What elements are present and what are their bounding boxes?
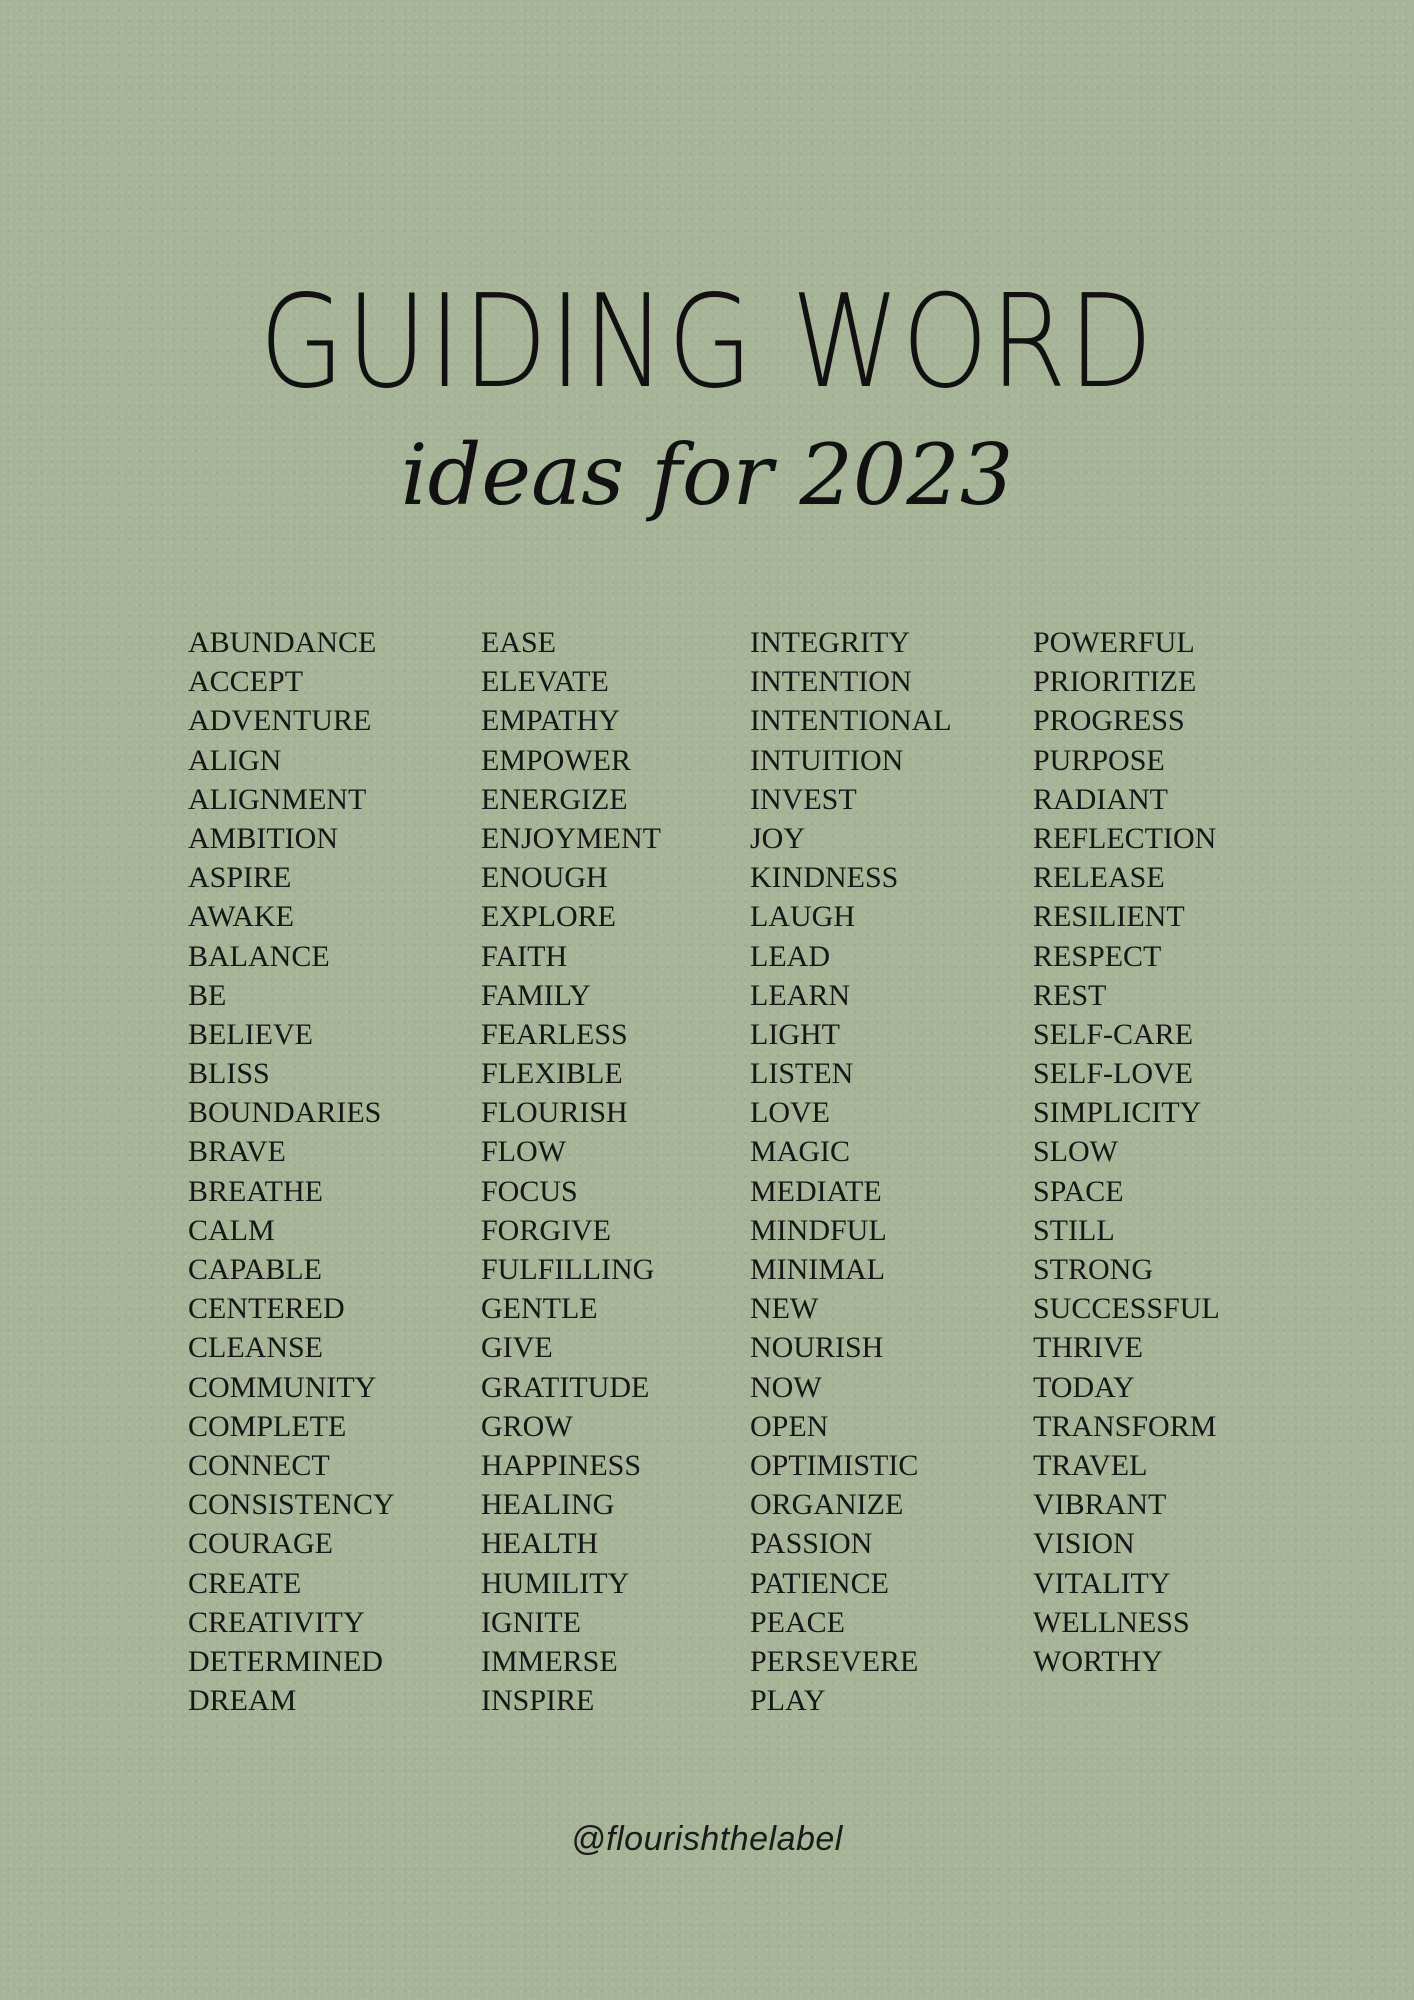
page-title: GUIDING WORD (259, 268, 1155, 417)
word-item: PLAY (750, 1684, 826, 1718)
word-item: SUCCESSFUL (1033, 1292, 1220, 1326)
word-item: BE (188, 978, 227, 1012)
page-subtitle: ideas for 2023 (400, 426, 1014, 524)
word-item: JOY (750, 821, 806, 855)
word-item: PEACE (750, 1605, 846, 1639)
word-item: BREATHE (188, 1174, 323, 1208)
word-item: OPEN (750, 1409, 829, 1443)
word-item: LISTEN (750, 1057, 854, 1091)
word-item: AMBITION (188, 821, 338, 855)
word-item: WELLNESS (1033, 1605, 1190, 1639)
word-item: INTEGRITY (750, 626, 910, 659)
word-item: TRANSFORM (1033, 1409, 1217, 1443)
word-item: GROW (481, 1409, 573, 1443)
word-item: RADIANT (1033, 782, 1168, 816)
word-item: CENTERED (188, 1292, 345, 1326)
word-item: NOURISH (750, 1331, 884, 1365)
word-item: STRONG (1033, 1253, 1154, 1286)
word-item: INTENTION (750, 665, 912, 699)
word-item: LEARN (750, 978, 850, 1012)
word-item: INTENTIONAL (750, 704, 952, 738)
word-item: KINDNESS (750, 861, 899, 895)
word-item: REFLECTION (1033, 821, 1217, 855)
word-item: GIVE (481, 1331, 553, 1365)
word-item: VISION (1033, 1527, 1135, 1561)
word-item: VIBRANT (1033, 1488, 1167, 1522)
word-item: OPTIMISTIC (750, 1448, 919, 1482)
word-item: EMPATHY (481, 704, 620, 738)
word-item: REST (1033, 978, 1107, 1012)
word-item: MINDFUL (750, 1213, 887, 1247)
word-item: INSPIRE (481, 1684, 595, 1718)
word-item: LAUGH (750, 900, 855, 934)
word-item: INVEST (750, 782, 857, 816)
word-column-3 (750, 623, 952, 1720)
word-item: FLOURISH (481, 1096, 628, 1130)
word-item: CLEANSE (188, 1331, 323, 1365)
word-item: SIMPLICITY (1033, 1096, 1202, 1130)
word-item: BLISS (188, 1057, 270, 1091)
word-item: POWERFUL (1033, 626, 1195, 659)
word-item: NOW (750, 1370, 822, 1404)
word-item: GENTLE (481, 1292, 598, 1326)
word-item: LIGHT (750, 1017, 840, 1051)
word-item: BOUNDARIES (188, 1096, 382, 1130)
word-item: ALIGN (188, 743, 282, 777)
word-item: SELF-CARE (1033, 1017, 1194, 1051)
word-item: PRIORITIZE (1033, 665, 1197, 699)
word-item: LEAD (750, 939, 830, 973)
word-item: IMMERSE (481, 1644, 618, 1678)
word-item: PURPOSE (1033, 743, 1165, 777)
word-item: TODAY (1033, 1370, 1135, 1404)
word-item: CREATE (188, 1566, 302, 1600)
word-item: DETERMINED (188, 1644, 383, 1678)
word-item: ACCEPT (188, 665, 304, 699)
word-item: FAITH (481, 939, 568, 973)
word-item: TRAVEL (1033, 1448, 1148, 1482)
word-item: PROGRESS (1033, 704, 1185, 738)
word-item: CONSISTENCY (188, 1488, 395, 1522)
word-item: BELIEVE (188, 1017, 313, 1051)
word-item: WORTHY (1033, 1644, 1163, 1678)
word-item: FAMILY (481, 978, 591, 1012)
word-column-1 (188, 623, 395, 1720)
word-item: RESILIENT (1033, 900, 1185, 934)
word-item: SELF-LOVE (1033, 1057, 1193, 1091)
word-item: ORGANIZE (750, 1488, 904, 1522)
social-handle: @flourishthelabel (571, 1820, 843, 1858)
word-column-4 (1033, 623, 1220, 1681)
word-item: PASSION (750, 1527, 873, 1561)
word-item: SLOW (1033, 1135, 1118, 1169)
word-item: FULFILLING (481, 1253, 655, 1286)
word-item: THRIVE (1033, 1331, 1143, 1365)
word-item: IGNITE (481, 1605, 581, 1639)
word-item: COMPLETE (188, 1409, 347, 1443)
word-item: MEDIATE (750, 1174, 882, 1208)
word-item: FLOW (481, 1135, 566, 1169)
word-item: DREAM (188, 1684, 297, 1718)
word-item: FORGIVE (481, 1213, 612, 1247)
word-item: COMMUNITY (188, 1370, 377, 1404)
word-item: RELEASE (1033, 861, 1165, 895)
word-item: GRATITUDE (481, 1370, 650, 1404)
word-item: ENOUGH (481, 861, 608, 895)
word-item: BRAVE (188, 1135, 286, 1169)
word-item: BALANCE (188, 939, 330, 973)
word-list (0, 623, 1414, 1723)
word-item: ASPIRE (188, 861, 292, 895)
word-item: CAPABLE (188, 1253, 322, 1286)
word-item: MAGIC (750, 1135, 851, 1169)
word-item: FEARLESS (481, 1017, 628, 1051)
word-item: LOVE (750, 1096, 830, 1130)
word-item: FLEXIBLE (481, 1057, 623, 1091)
word-item: ELEVATE (481, 665, 609, 699)
word-item: ABUNDANCE (188, 626, 377, 659)
word-item: HUMILITY (481, 1566, 630, 1600)
word-item: RESPECT (1033, 939, 1162, 973)
word-item: AWAKE (188, 900, 294, 934)
word-item: PATIENCE (750, 1566, 889, 1600)
word-item: HEALING (481, 1488, 615, 1522)
word-item: CREATIVITY (188, 1605, 365, 1639)
word-item: ADVENTURE (188, 704, 372, 738)
word-item: PERSEVERE (750, 1644, 919, 1678)
word-item: MINIMAL (750, 1253, 885, 1286)
word-item: ALIGNMENT (188, 782, 367, 816)
word-item: INTUITION (750, 743, 904, 777)
word-item: SPACE (1033, 1174, 1124, 1208)
word-item: EASE (481, 626, 556, 659)
word-item: EXPLORE (481, 900, 616, 934)
word-item: ENERGIZE (481, 782, 628, 816)
word-item: CONNECT (188, 1448, 330, 1482)
word-item: VITALITY (1033, 1566, 1171, 1600)
word-item: FOCUS (481, 1174, 578, 1208)
word-item: EMPOWER (481, 743, 631, 777)
word-item: HEALTH (481, 1527, 599, 1561)
word-item: ENJOYMENT (481, 821, 661, 855)
word-item: NEW (750, 1292, 819, 1326)
word-item: STILL (1033, 1213, 1115, 1247)
word-item: HAPPINESS (481, 1448, 642, 1482)
word-item: COURAGE (188, 1527, 334, 1561)
word-column-2 (481, 623, 661, 1720)
word-item: CALM (188, 1213, 275, 1247)
